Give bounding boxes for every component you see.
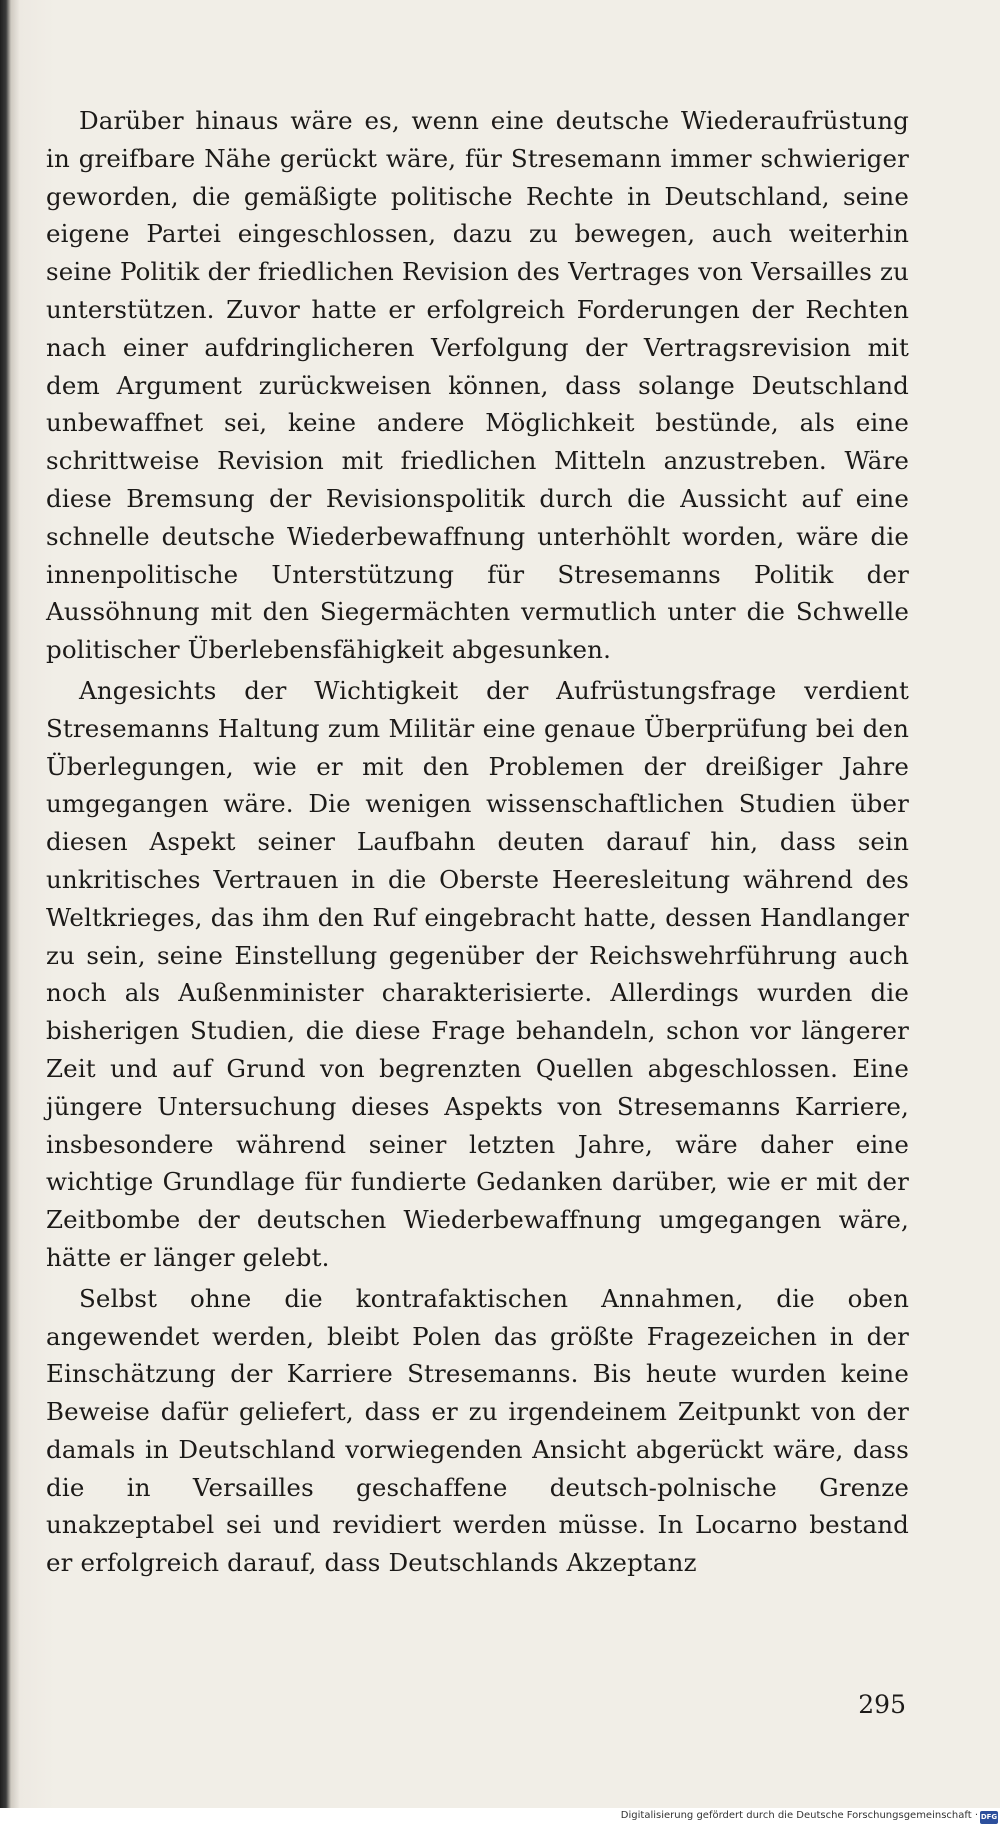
paragraph-2: Angesichts der Wichtigkeit der Aufrüstungsfrage verdient Stresemanns Haltung zum Militär eine genaue Überprüfung bei den Überlegungen, wie er mit den Problemen der dreißiger Jahre umgegangen wäre. Die wenigen wissenschaftlichen Studien über diesen Aspekt seiner Laufbahn deuten darauf hin, dass sein unkritisches Vertrauen in die Oberste Heeresleitung während des Weltkrieges, das ihm den Ruf eingebracht hatte, dessen Handlanger zu sein, seine Einstellung gegenüber der Reichswehrführung auch noch als Außenminister charakterisierte. Allerdings wurden die bisherigen Studien, die diese Frage behandeln, schon vor längerer Zeit und auf Grund von begrenzten Quellen abgeschlossen. Eine jüngere Untersuchung dieses Aspekts von Stresemanns Karriere, insbesondere während seiner letzten Jahre, wäre daher eine wichtige Grundlage für fundierte Gedanken darüber, wie er mit der Zeitbombe der deutschen Wiederbewaffnung umgegangen wäre, hätte er länger gelebt.	[46, 675, 909, 1272]
body-text	[46, 102, 909, 1582]
page-number: 295	[858, 1690, 906, 1719]
paragraph-3: Selbst ohne die kontrafaktischen Annahmen, die oben angewendet werden, bleibt Polen das größte Fragezeichen in der Einschätzung der Karriere Stresemanns. Bis heute wurden keine Beweise dafür geliefert, dass er zu irgendeinem Zeitpunkt von der damals in Deutschland vorwiegenden Ansicht abgerückt wäre, dass die in Versailles geschaffene deutsch-polnische Grenze unakzeptabel sei und revidiert werden müsse. In Locarno bestand er erfolgreich darauf, dass Deutschlands Akzeptanz	[46, 1283, 909, 1578]
digitization-footer	[0, 1808, 1000, 1828]
footer-credit: Digitalisierung gefördert durch die Deutsche Forschungsgemeinschaft ·	[620, 1810, 978, 1821]
dfg-logo-icon: DFG	[980, 1811, 998, 1824]
paragraph-1: Darüber hinaus wäre es, wenn eine deutsche Wiederaufrüstung in greifbare Nähe gerückt wäre, für Stresemann immer schwieriger geworden, die gemäßigte politische Rechte in Deutschland, seine eigene Partei eingeschlossen, dazu zu bewegen, auch weiterhin seine Politik der friedlichen Revision des Vertrages von Versailles zu unterstützen. Zuvor hatte er erfolgreich Forderungen der Rechten nach einer aufdringlicheren Verfolgung der Vertragsrevision mit dem Argument zurückweisen können, dass solange Deutschland unbewaffnet sei, keine andere Möglichkeit bestünde, als eine schrittweise Revision mit friedlichen Mitteln anzustreben. Wäre diese Bremsung der Revisionspolitik durch die Aussicht auf eine schnelle deutsche Wiederbewaffnung unterhöhlt worden, wäre die innenpolitische Unterstützung für Stresemanns Politik der Aussöhnung mit den Siegermächten vermutlich unter die Schwelle politischer Überlebensfähigkeit abgesunken.	[46, 106, 909, 665]
